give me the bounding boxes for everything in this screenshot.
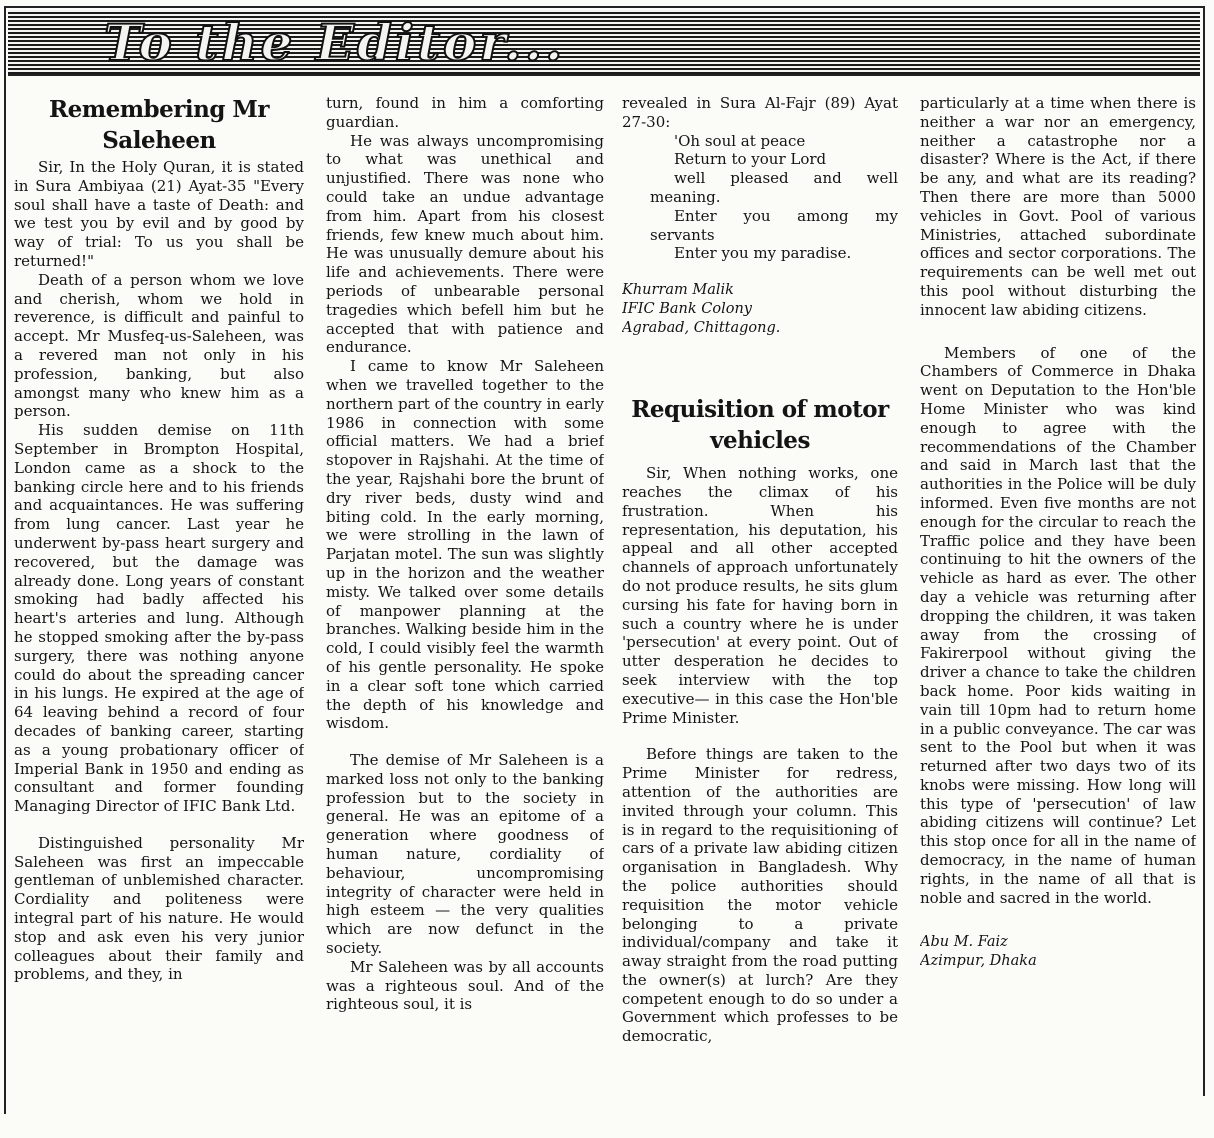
letter2-headline: Requisition of motor vehicles (631, 396, 889, 455)
frame-right-border (1203, 6, 1205, 1096)
verse-line: well pleased and well meaning. (650, 169, 898, 206)
letter2-paragraph: Sir, When nothing works, one reaches the climax of his frustration. When his representation, his deputation, his appeal and all other accepted channels of approach unfortunately do not produce results, he sits glum cursing his fate for having born in such a country where he is under 'persecution' at every point. Out of utter desperation he decides to seek interview with the top executive— in this case the Hon'ble Prime Minister. (622, 464, 898, 727)
verse-line: Enter you among my servants (650, 206, 898, 244)
signature-name: Khurram Malik (622, 282, 734, 299)
letter2-paragraph: particularly at a time when there is neither a war nor an emergency, neither a catastrophe nor a disaster? Where is the Act, if there be any, and what are its reading? Then there are more than 5000 vehicles in Govt. Pool of various Ministries, attached subordinate offices and sector corporations. The requirements can be well met out this pool without disturbing the innocent law abiding citizens. (920, 94, 1196, 319)
column-4 (920, 94, 1196, 1124)
column-2 (326, 94, 604, 1124)
column-1 (14, 94, 304, 1124)
section-banner (8, 10, 1200, 76)
frame-left-border (4, 6, 6, 1114)
letter1-headline: Remembering Mr Saleheen (48, 96, 269, 154)
letter1-signature (622, 281, 898, 338)
signature-line: Azimpur, Dhaka (920, 953, 1037, 970)
letter1-paragraph: Mr Saleheen was by all accounts was a righteous soul. And of the righteous soul, it is (326, 957, 604, 1014)
verse-line: 'Oh soul at peace (674, 131, 806, 150)
letter1-paragraph: turn, found in him a comforting guardian. (326, 94, 604, 131)
verse-line: Return to your Lord (674, 150, 827, 169)
banner-title: To the Editor... (104, 13, 566, 72)
signature-line: IFIC Bank Colony (622, 301, 752, 318)
signature-name: Abu M. Faiz (920, 934, 1008, 951)
letter1-paragraph: His sudden demise on 11th September in Brompton Hospital, London came as a shock to the banking circle here and to his friends and acquaintances. He was suffering from lung cancer. Last year he underwent by-pass heart surgery and recovered, but the damage was already done. Long years of constant smoking had badly affected his heart's arteries and lung. Although he stopped smoking after the by-pass surgery, there was nothing anyone could do about the spreading cancer in his lungs. He expired at the age of 64 leaving behind a record of four decades of banking career, starting as a young probationary officer of Imperial Bank in 1950 and ending as consultant and former founding Managing Director of IFIC Bank Ltd. (14, 421, 304, 816)
letter2-paragraph: Before things are taken to the Prime Minister for redress, attention of the authorities are invited through your column. This is in regard to the requisitioning of cars of a private law abiding citizen organisation in Bangladesh. Why the police authorities should requisition the motor vehicle belonging to a private individual/company and take it away straight from the road putting the owner(s) at lurch? Are they competent enough to do so under a Government which professes to be democratic, (622, 745, 898, 1046)
letter1-paragraph: He was always uncompromising to what was unethical and unjustified. There was none who could take an undue advantage from him. Apart from his closest friends, few knew much about him. He was unusually demure about his life and achievements. There were periods of unbearable personal tragedies which befell him but he accepted that with patience and endurance. (326, 131, 604, 357)
frame-top-border (4, 6, 1205, 8)
letter2-paragraph: Members of one of the Chambers of Commerce in Dhaka went on Deputation to the Hon'ble Home Minister who was kind enough to agree with the recommendations of the Chamber and said in March last that the authorities in the Police will be duly informed. Even five months are not enough for the circular to reach the Traffic police and they have been continuing to hit the owners of the vehicle as hard as ever. The other day a vehicle was returning after dropping the children, it was taken away from the crossing of Fakirerpool without giving the driver a chance to take the children back home. Poor kids waiting in vain till 10pm had to return home in a public conveyance. The car was sent to the Pool but when it was returned after two days two of its knobs were missing. How long will this type of 'persecution' of law abiding citizens will continue? Let this stop once for all in the name of democracy, in the name of human rights, in the name of all that is noble and sacred in the world. (920, 343, 1196, 907)
verse-line: Enter you my paradise. (674, 244, 852, 263)
letter1-verse-intro: revealed in Sura Al-Fajr (89) Ayat 27-30: (622, 94, 898, 131)
letter1-paragraph: Death of a person whom we love and cherish, whom we hold in reverence, is difficult and painful to accept. Mr Musfeq-us-Saleheen, was a revered man not only in his profession, banking, but also amongst many who knew him as a person. (14, 270, 304, 421)
letter1-paragraph: The demise of Mr Saleheen is a marked loss not only to the banking profession but to the society in general. He was an epitome of a generation where goodness of human nature, cordiality of behaviour, uncompromising integrity of character were held in high esteem — the very qualities which are now defunct in the society. (326, 751, 604, 958)
signature-line: Agrabad, Chittagong. (622, 320, 781, 337)
letter1-paragraph: Sir, In the Holy Quran, it is stated in Sura Ambiyaa (21) Ayat-35 "Every soul shall have a taste of Death: and we test you by evil and by good by way of trial: To us you shall be returned!" (14, 158, 304, 270)
column-3 (622, 94, 898, 1124)
letter1-paragraph: I came to know Mr Saleheen when we travelled together to the northern part of the country in early 1986 in connection with some official matters. We had a brief stopover in Rajshahi. At the time of the year, Rajshahi bore the brunt of dry river beds, dusty wind and biting cold. In the early morning, we were strolling in the lawn of Parjatan motel. The sun was slightly up in the horizon and the weather misty. We talked over some details of manpower planning at the branches. Walking beside him in the cold, I could visibly feel the warmth of his gentle personality. He spoke in a clear soft tone which carried the depth of his knowledge and wisdom. (326, 357, 604, 733)
letter1-paragraph: Distinguished personality Mr Saleheen was first an impeccable gentleman of unblemished character. Cordiality and politeness were integral part of his nature. He would stop and ask even his very junior colleagues about their family and problems, and they, in (14, 833, 304, 984)
letter2-signature (920, 933, 1196, 971)
